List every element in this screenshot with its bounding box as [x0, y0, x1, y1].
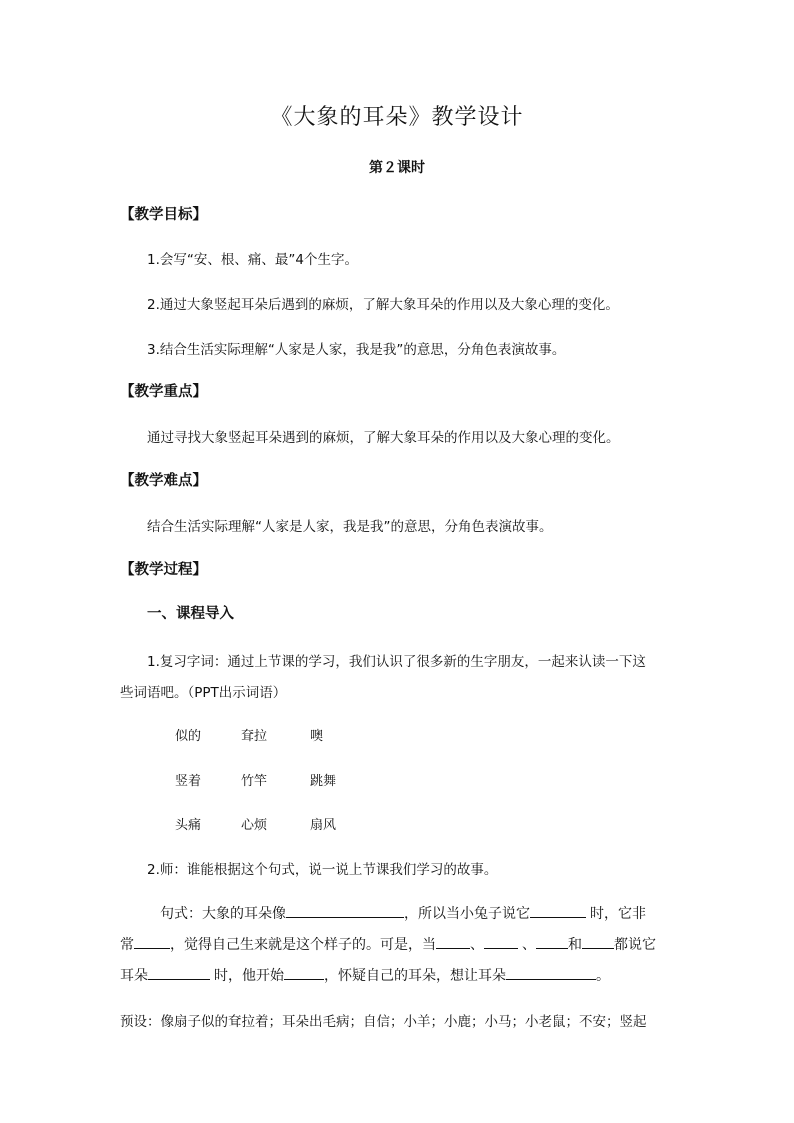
pattern-text: 和 [568, 937, 582, 953]
pattern-text: ，觉得自己生来就是这个样子的。可是，当 [170, 937, 436, 953]
pattern-text: ，怀疑自己的耳朵，想让耳朵 [324, 968, 506, 984]
goal-item-1: 1.会写“安、根、痛、最”4个生字。 [147, 252, 358, 268]
pattern-text: ，所以当小兔子说它 [404, 906, 530, 922]
fill-blank [484, 934, 518, 949]
vocab-word: 心烦 [241, 818, 268, 833]
step2-text: 2.师：谁能根据这个句式，说一说上节课我们学习的故事。 [147, 862, 498, 878]
pattern-text: 常 [120, 937, 134, 953]
fill-blank [284, 965, 324, 980]
pattern-line-2 [120, 934, 656, 954]
pattern-text: 。 [596, 968, 610, 984]
fill-blank [134, 934, 170, 949]
vocab-word: 噢 [310, 729, 324, 744]
difficulty-text: 结合生活实际理解“人家是人家，我是我”的意思，分角色表演故事。 [147, 519, 553, 535]
vocab-word: 扇风 [310, 818, 337, 833]
goal-item-2: 2.通过大象竖起耳朵后遇到的麻烦，了解大象耳朵的作用以及大象心理的变化。 [147, 297, 619, 313]
key-point-text: 通过寻找大象竖起耳朵遇到的麻烦，了解大象耳朵的作用以及大象心理的变化。 [147, 430, 620, 446]
pattern-line-1 [160, 903, 646, 923]
fill-blank [536, 934, 568, 949]
pattern-text: 都说它 [614, 937, 656, 953]
fill-blank [506, 965, 596, 980]
preset-answer: 预设：像扇子似的耷拉着；耳朵出毛病；自信；小羊；小鹿；小马；小老鼠；不安；竖起 [120, 1014, 647, 1030]
section-heading-difficulty: 【教学难点】 [120, 473, 207, 489]
fill-blank [582, 934, 614, 949]
section-heading-process: 【教学过程】 [120, 562, 207, 578]
vocab-word: 头痛 [175, 818, 202, 833]
vocab-word: 竖着 [175, 774, 202, 789]
pattern-text: 、 [522, 937, 536, 953]
section-heading-goals: 【教学目标】 [120, 207, 207, 223]
fill-blank [530, 903, 586, 918]
lesson-period: 第２课时 [369, 160, 425, 176]
pattern-text: 时，它非 [590, 906, 646, 922]
pattern-text: 时，他开始 [214, 968, 284, 984]
pattern-text: 耳朵 [120, 968, 148, 984]
process-part-1: 一、课程导入 [147, 606, 234, 622]
vocab-word: 耷拉 [241, 729, 268, 744]
fill-blank [286, 903, 404, 918]
vocab-word: 似的 [175, 729, 202, 744]
step1-line-2: 些词语吧。（PPT出示词语） [120, 685, 287, 701]
page-title: 《大象的耳朵》教学设计 [270, 105, 524, 130]
vocab-word: 竹竿 [241, 774, 268, 789]
goal-item-3: 3.结合生活实际理解“人家是人家，我是我”的意思，分角色表演故事。 [147, 342, 566, 358]
pattern-text: 、 [470, 937, 484, 953]
fill-blank [148, 965, 210, 980]
step1-line-1: 1.复习字词：通过上节课的学习，我们认识了很多新的生字朋友，一起来认读一下这 [147, 654, 646, 670]
vocab-word: 跳舞 [310, 774, 337, 789]
pattern-line-3 [120, 965, 610, 985]
section-heading-key: 【教学重点】 [120, 384, 207, 400]
pattern-text: 句式：大象的耳朵像 [160, 906, 286, 922]
fill-blank [436, 934, 470, 949]
